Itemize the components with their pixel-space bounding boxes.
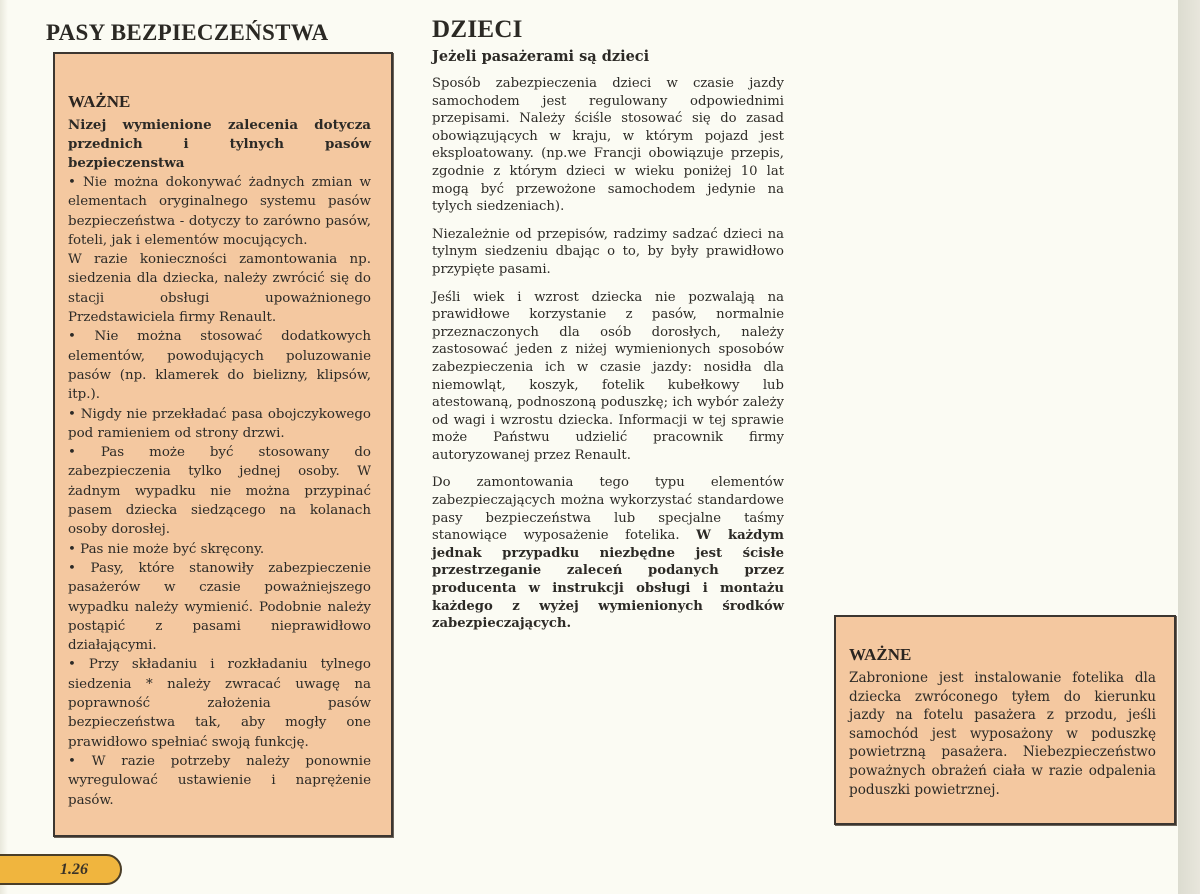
warning-item: W razie konieczności zamontowania np. siedzenia dla dziecka, należy zwrócić się do stacji obsługi upoważnionego Przedstawiciela firmy Renault. — [68, 252, 371, 326]
page-left-edge — [0, 0, 8, 894]
section-title-children: DZIECI — [432, 16, 523, 43]
seatbelt-warning-box — [53, 52, 393, 837]
warning-items — [68, 173, 371, 810]
body-paragraph-mounting — [432, 474, 784, 632]
mounting-text: Do zamontowania tego typu elementów zabezpieczających można wykorzystać standardowe pasy bezpieczeństwa lub specjalne taśmy stanowiące wyposażenie fotelika. — [432, 475, 784, 544]
body-paragraph: Niezależnie od przepisów, radzimy sadzać dzieci na tylnym siedzeniu dbając o to, by były prawidłowo przypięte pasami. — [432, 226, 784, 277]
warning-item: • Pasy, które stanowiły zabezpieczenie pasażerów w czasie poważniejszego wypadku należy wymienić. Podobnie należy postąpić z pasami nieprawidłowo działającymi. — [68, 560, 371, 654]
warning-item: • Przy składaniu i rozkładaniu tylnego siedzenia * należy zwracać uwagę na poprawność założenia pasów bezpieczeństwa tak, aby mogły one prawidłowo spełniać swoją funkcję. — [68, 657, 371, 750]
section-title-seatbelts: PASY BEZPIECZEŃSTWA — [46, 20, 329, 45]
warning-item: • Pas nie może być skręcony. — [68, 541, 265, 557]
mounting-emphasis: W każdym jednak przypadku niezbędne jest ścisłe przestrzeganie zaleceń podanych przez producenta w instrukcji obsługi i montażu każdego z wyżej wymienionych środków zabezpieczających. — [432, 528, 784, 632]
warning-intro: Nizej wymienione zalecenia dotycza przednich i tylnych pasów bezpieczenstwa — [68, 117, 371, 171]
warning-heading: WAŻNE — [68, 92, 131, 111]
warning-item: • W razie potrzeby należy ponownie wyregulować ustawienie i naprężenie pasów. — [68, 753, 371, 808]
airbag-warning-box — [834, 615, 1176, 825]
warning-item: • Nigdy nie przekładać pasa obojczykowego pod ramieniem od strony drzwi. — [68, 406, 371, 441]
children-section — [432, 48, 784, 643]
warning-heading: WAŻNE — [849, 645, 912, 664]
subheading-children-passengers: Jeżeli pasażerami są dzieci — [432, 48, 650, 65]
page-right-edge — [1178, 0, 1200, 894]
body-paragraph: Jeśli wiek i wzrost dziecka nie pozwalają na prawidłowe korzystanie z pasów, normalnie przeznaczonych dla osób dorosłych, należy zastosować jeden z niżej wymienionych sposobów zabezpieczenia ich w czasie jazdy: nosidła dla niemowląt, koszyk, fotelik kubełkowy lub atestowaną, podnoszoną poduszkę; ich wybór zależy od wagi i wzrostu dziecka. Informacji w tej sprawie może Państwu udzielić pracownik firmy autoryzowanej przez Renault. — [432, 289, 784, 463]
warning-item: • Nie można stosować dodatkowych elementów, powodujących poluzowanie pasów (np. klamerek do bielizny, klipsów, itp.). — [68, 329, 371, 403]
warning-item: • Nie można dokonywać żadnych zmian w elementach oryginalnego systemu pasów bezpieczeństwa - dotyczy to zarówno pasów, foteli, jak i elementów mocujących. — [68, 175, 371, 248]
page-number-badge: 1.26 — [0, 854, 122, 885]
warning-item: • Pas może być stosowany do zabezpieczenia tylko jednej osoby. W żadnym wypadku nie można przypinać pasem dziecka siedzącego na kolanach osoby dorosłej. — [68, 445, 371, 538]
body-paragraph: Sposób zabezpieczenia dzieci w czasie jazdy samochodem jest regulowany odpowiednimi przepisami. Należy ściśle stosować się do zasad obowiązujących w kraju, w którym pojazd jest eksploatowany. (np.we Francji obowiązuje przepis, zgodnie z którym dzieci w wieku poniżej 10 lat mogą być przewożone samochodem jedynie na tylych siedzeniach). — [432, 76, 784, 215]
airbag-warning-text: Zabronione jest instalowanie fotelika dla dziecka zwróconego tyłem do kierunku jazdy na fotelu pasażera z przodu, jeśli samochód jest wyposażony w poduszkę powietrzną pasażera. Niebezpieczeństwo poważnych obrażeń ciała w razie odpalenia poduszki powietrznej. — [849, 670, 1156, 798]
